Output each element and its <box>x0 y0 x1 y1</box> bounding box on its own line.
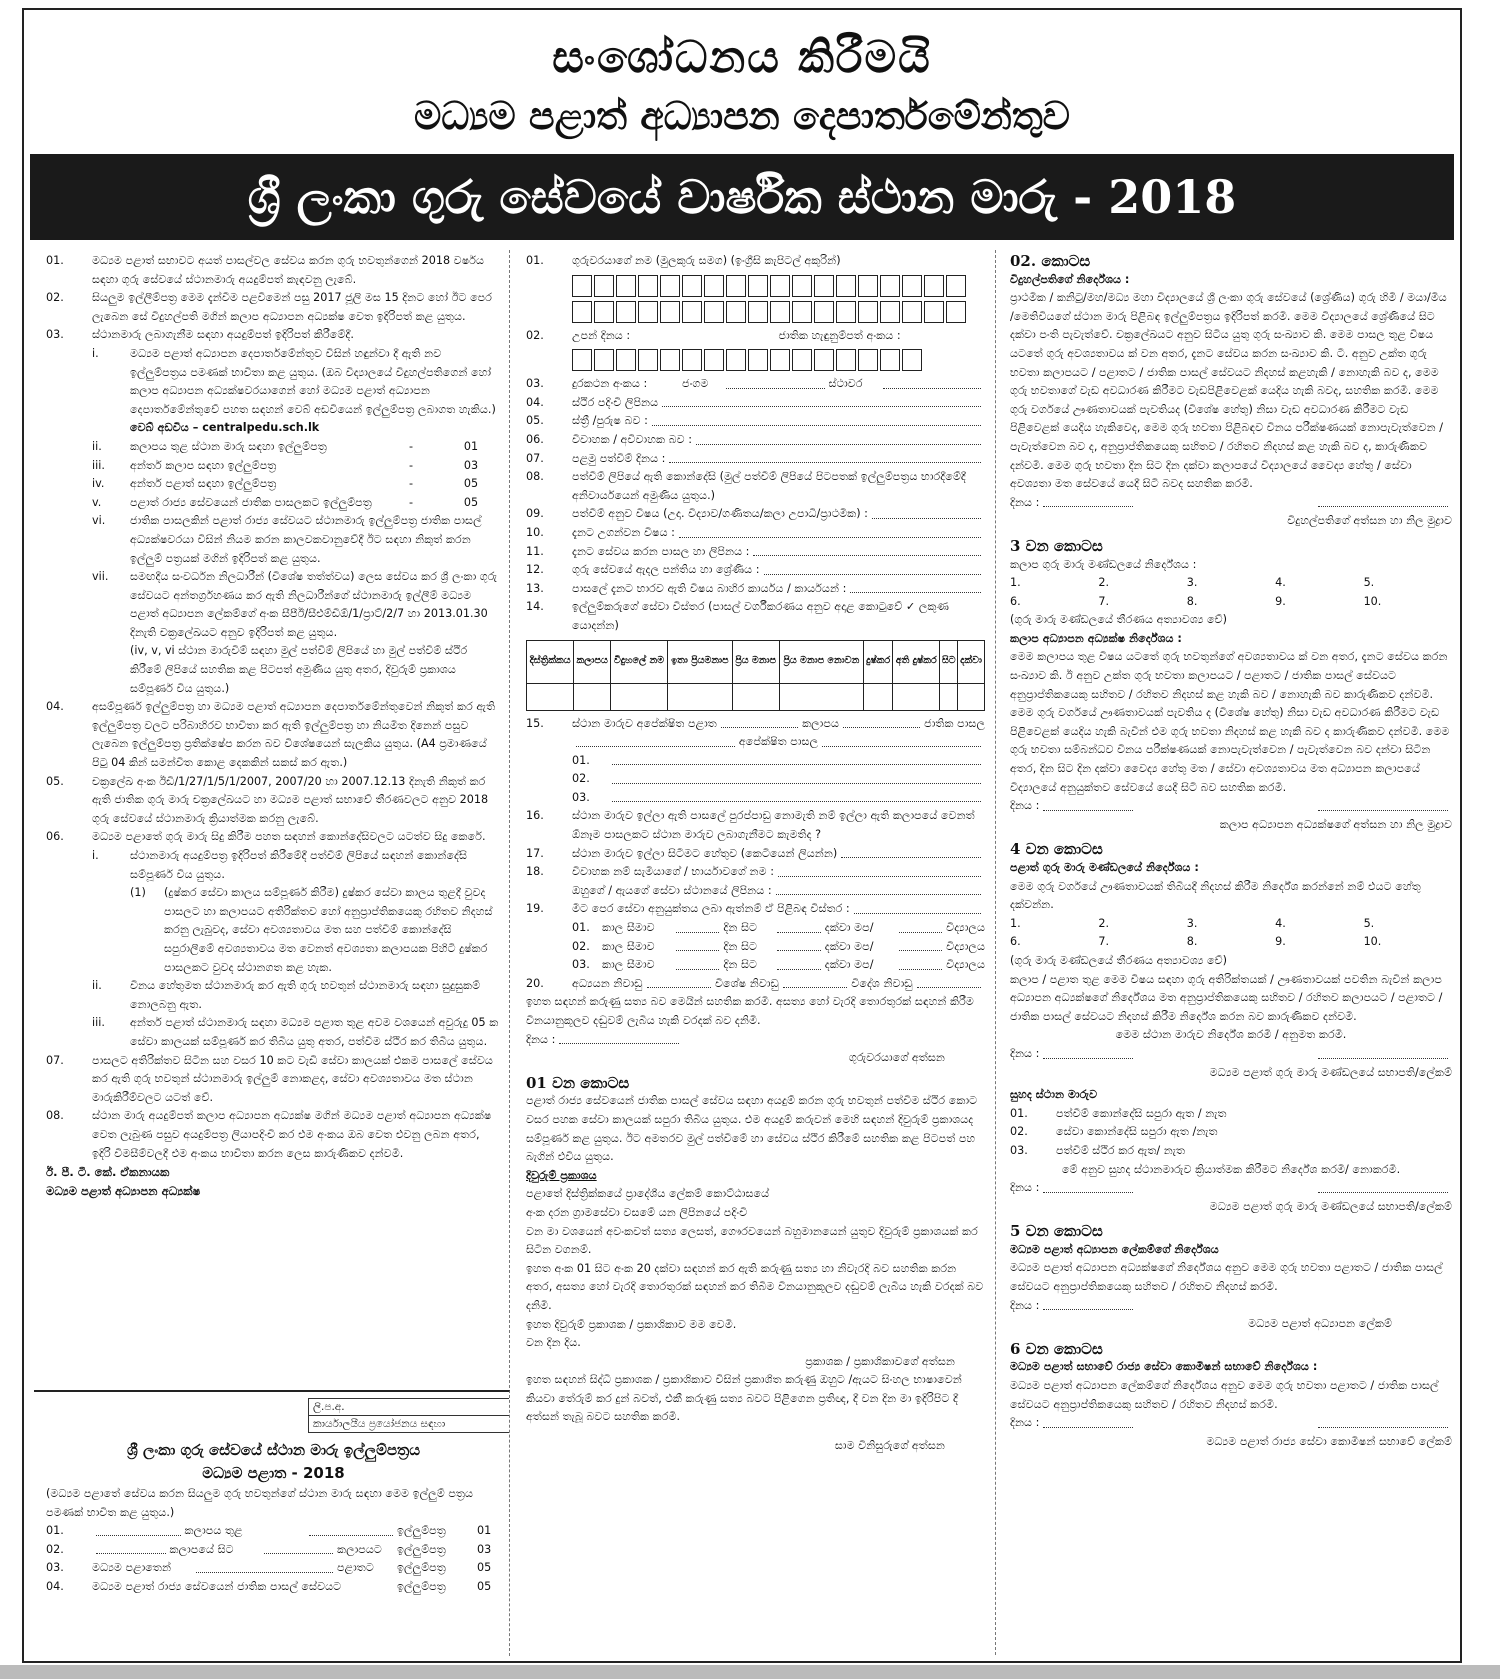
input-box[interactable] <box>726 349 746 371</box>
section-02-title: 02. කොටස <box>1010 252 1091 270</box>
director-title: මධ්‍යම පළාත් අධ්‍යාපන අධ්‍යක්ෂ <box>46 1183 201 1198</box>
notice-title: සංශෝධනය කිරීමයි <box>552 32 932 83</box>
oath-title: දිවුරුම් ප්‍රකාශය <box>526 1168 597 1182</box>
input-box[interactable] <box>880 301 900 323</box>
section-04-title: 4 වන කොටස <box>1010 840 1103 859</box>
table-row[interactable] <box>527 683 985 710</box>
instruction-06-i-1: (දුෂ්කර සේවා කාලය සම්පූර්ණ කිරීම) දුෂ්කර සේවා කාලය තුළදී වුවද පාසලට හා කලාපයට අතිරික්තව හෝ අනුප්‍රාප්තිකයෙකු රහිතව නිදහස් කරනු ලැබුවද, සේවා අවශ්‍යතාවය මත සහ පත්වීම් කොන්දේසි සපුරාලීමේ අවශ්‍යතාවය මත වෙනත් අවශ්‍යතා කලාපයක පිහිටි දුෂ්කර පාසලකට වුවද ස්ථානගත කළ හැක. <box>164 886 493 974</box>
principal-recommendation-text: ප්‍රාථමික / කනිටු/මහ/මධ්‍ය මහා විද්‍යාලයේ ශ්‍රී ලංකා ගුරු සේවයේ (ශ්‍රේණිය) ගුරු හිමි / මයා/මිය /මෙතිවියගේ ස්ථාන මාරු පිළිබඳ ඉල්ලුම්පත්‍රය ඉදිරිපත් කරමි. මෙම විද්‍යාලයේ ශ්‍රේණියේ සිට දක්වා පංති පැවැත්වේ. චක්‍රලේඛයට අනුව සිටිය යුතු ගුරු සංඛ්‍යාව කි. මෙම පාසල තුළ විෂය යටතේ ගුරු අවශ්‍යතාවය ක් වන අතර, දැනට සේවය කරන සංඛ්‍යාව කි. ටී. අනුව උක්ත ගුරු භවතා කලාපයට / පළාතට / ජාතික පාසල් සේවයට නිදහස් කළහැකි / නොහැකි බව ද, මෙම ගුරු භවතාගේ වැඩ අවධාරණ කිරීමට වැඩපිළිවෙළක් යෙදිය හැකි බවද, සහතික කරමි. මෙම ගුරු වර්ගයේ ඌණතාවයක් පැවතියද (විශේෂ හේතු) නිසා වැඩ අවධාරණ කිරීමට වැඩ පිළිවෙළක් යෙදිය හැකිවෙද, මෙම ගුරු භවතා පිළිබඳව විනය පරීක්ෂණයක් නොපැවැත්වෙන / පැවැත්වෙන බව ද, අනුප්‍රාප්තිකයෙකු සහිතව / රහිතව නිදහස් කළ හැකි බව ද, කාරුණිකව දන්වමි. මෙම ගුරු භවතා දින සිට දින දක්වා කලාපයේ විද්‍යාලයේ වෛද්‍ය හේතු / සේවා අවශ්‍යතා මත සේවයේ යෙදී සිටි බවද සහතික කරමි. <box>1010 291 1447 491</box>
instruction-03: ස්ථානමාරු ලබාගැනීම සඳහා අයදුම්පත් ඉදිරිපත් කිරීමේදී. <box>92 328 354 342</box>
zonal-board-members: 1. 2. 3. 4. 5. 6. 7. 8. 9. 10. <box>1010 576 1382 608</box>
input-box[interactable] <box>924 301 944 323</box>
section-01-title: 01 වන කොටස <box>526 1073 630 1092</box>
input-box[interactable] <box>770 301 790 323</box>
input-box[interactable] <box>594 301 614 323</box>
form-intro: (මධ්‍යම පළාතේ සේවය කරන සියලුම ගුරු භවතුන්ගේ ස්ථාන මාරු සඳහා මෙම ඉල්ලුම් පත්‍රය පමණක් භාවිත කළ යුතුය.) <box>46 1487 474 1519</box>
psc-signature-label: මධ්‍යම පළාත් රාජ්‍ය සේවා කොමිෂන් සභාවේ ලේකම් <box>1206 1434 1452 1448</box>
section-05-title: 5 වන කොටස <box>1010 1222 1103 1241</box>
input-box[interactable] <box>660 349 680 371</box>
mutual-signature-label: මධ්‍යම පළාත් ගුරු මාරු මණ්ඩලයේ සභාපති/ලේකම් <box>1209 1199 1452 1213</box>
director-name: ඊ. පී. ටී. කේ. ඒකනායක <box>46 1165 170 1180</box>
name-input-boxes-row2[interactable] <box>572 301 985 323</box>
provincial-board-members: 1. 2. 3. 4. 5. 6. 7. 8. 9. 10. <box>1010 916 1382 949</box>
input-box[interactable] <box>748 349 768 371</box>
name-input-boxes[interactable] <box>572 275 985 297</box>
input-box[interactable] <box>748 275 768 297</box>
input-box[interactable] <box>792 301 812 323</box>
input-box[interactable] <box>902 349 922 371</box>
input-box[interactable] <box>638 301 658 323</box>
input-box[interactable] <box>770 275 790 297</box>
birth-date-label: උපන් දිනය : <box>572 328 631 342</box>
declarant-signature-label: ප්‍රකාශක / ප්‍රකාශිකාවගේ අත්සන <box>805 1354 955 1368</box>
input-box[interactable] <box>858 275 878 297</box>
input-box[interactable] <box>836 301 856 323</box>
section-01-text: පළාත් රාජ්‍ය සේවයෙන් ජාතික පාසල් සේවය සඳහා අයදුම් කරන ගුරු භවතුන් පත්වීම ස්ථිර කොට වසර පහක සේවා කාලයක් සපුරා තිබිය යුතුය. එම අයදුම් කරුවන් මෙහි සඳහන් දිවුරුම් ප්‍රකාශයද සම්පූර්ණ කළ යුතුය. ඊට අමතරව මුල් පත්වීමේ හා සේවය ස්ථිර කිරීමේ සහතික කළ පිටපත් පහ බැගින් එවිය යුතුය. <box>526 1094 978 1164</box>
input-box[interactable] <box>836 275 856 297</box>
form-type-item: පළාත් රාජ්‍ය සේවයෙන් ජාතික පාසලකට ඉල්ලුම්පත්‍ර <box>130 495 372 509</box>
form-title: ශ්‍රී ලංකා ගුරු සේවයේ ස්ථාන මාරු ඉල්ලුම්පත්‍රය <box>127 1441 420 1459</box>
first-appointment-field[interactable] <box>669 450 981 464</box>
input-box[interactable] <box>880 275 900 297</box>
form-type-item: අන්තර් පළාත් සඳහා ඉල්ලුම්පත්‍ර <box>130 477 277 491</box>
application-form-header: ලි.ප.අ. කාර්යාලයීය ප්‍රයෝජනය සඳහා ශ්‍රී ලංකා ගුරු සේවයේ ස්ථාන මාරු ඉල්ලුම්පත්‍රය මධ්‍යම පළාත - 2018 (මධ්‍යම පළාතේ සේවය කරන සියලුම ගුරු භවතුන්ගේ ස්ථාන මාරු සඳහා මෙම ඉල්ලුම් පත්‍රය පමණක් භාවිත කළ යුතුය.) 01. කලාපය තුළ ඉල්ලුම්පත්‍ර 01 02. කලාපයේ සිට කලාපයට ඉල්ලුම්පත්‍ර 03 03. මධ්‍යම පළාතෙන් පළාතට ඉල්ලුම්පත්‍ර 05 04. මධ්‍යම පළාත් රාජ්‍ය සේවයෙන් ජාතික පාසල් සේවයට ඉල්ලුම්පත්‍ර 05 <box>34 1390 510 1656</box>
instruction-02: සියලුම ඉල්ලීම්පත්‍ර මෙම දැන්වීම පළවීමෙන් පසු 2017 ජූලි මස 15 දිනට හෝ ඊට පෙර ලැබෙන සේ විදුහල්පති මගින් කලාප අධ්‍යාපන අධ්‍යක්ෂ වෙත ඉදිරිපත් කළ යුතුය. <box>92 291 493 323</box>
input-box[interactable] <box>572 301 592 323</box>
banner-title: ශ්‍රී ලංකා ගුරු සේවයේ වාර්ෂික ස්ථාන මාරු - 2018 <box>30 154 1454 240</box>
instruction-03-vii: සමඟදීය සංවර්ධන නිලධාරීන් (විශේෂ තත්ත්වය) ලෙස සේවය කර ශ්‍රී ලංකා ගුරු සේවයට අන්තර්ග්‍රහණය කර ඇති නිලධාරීන්ගේ ස්ථානමාරු ඉල්ලීම් මධ්‍යම පළාත් අධ්‍යාපන ලේකම්ගේ අංක සීපීඊ/සීඑම්ඩීඕ/1/ප්‍රාට්/2/7 හා 2013.01.30 දිනැති චක්‍රලේඛයට අනුව ඉදිරිපත් කළ යුතුය. <box>130 570 498 639</box>
nic-label: ජාතික හැඳුනුම්පත් අංකය : <box>778 328 901 342</box>
instruction-03-i: මධ්‍යම පළාත් අධ්‍යාපන දෙපාර්තමේන්තුව විසින් හඳුන්වා දී ඇති නව ඉල්ලුම්පත්‍රය පමණක් භාවිතා කළ යුතුය. (ඔබ විද්‍යාලයේ විදුහල්පතිගෙන් හෝ කලාප අධ්‍යාපන අධ්‍යක්ෂවරයාගෙන් හෝ මධ්‍යම පළාත් අධ්‍යාපන දෙපාර්තමේන්තුවේ පහත සඳහන් වෙබ් අඩවියෙන් ඉල්ලුම්පත්‍ර ලබාගත හැකිය.) <box>130 346 496 416</box>
office-use-box: ලි.ප.අ. කාර්යාලයීය ප්‍රයෝජනය සඳහා <box>308 1398 510 1433</box>
input-box[interactable] <box>638 349 658 371</box>
instruction-01: මධ්‍යම පළාත් සභාවට අයත් පාසල්වල සේවය කරන ගුරු භවතුන්ගෙන් 2018 වර්ෂය සඳහා ගුරු සේවයේ ස්ථානමාරු අයදුම්පත් කැඳවනු ලැබේ. <box>92 254 485 286</box>
input-box[interactable] <box>660 275 680 297</box>
application-form-column: 01. ගුරුවරයාගේ නම (මුලකුරු සමග) (ඉංග්‍රීසි කැපිටල් අකුරින්) 02. උපන් දිනය : ජාතික හැඳුනුම්පත් අංකය : 03. දුරකථන අංකය : ජංගම ස්ථාවර 04. ස්ථිර පදිංචි ලිපිනය 05. ස්ත්‍රී /පුරුෂ බව : 06. විවාහක / අවිවාහක බව : 07. පළමු පත්වීම් දිනය : 08. පත්වීම් ලිපියේ ඇති කොන්දේසි (මුල් පත්වීම් ලිපියේ පිටපතක් ඉල්ලුම්පත්‍රය භාරදීමේදී අනිවාර්යයෙන් අමුණිය යුතුය.) 09. පත්වීම් අනුව විෂය (උදා. විද්‍යාව/ගණිතය/කලා උපාධි/ප්‍රාථමික) : 10. දැනට උගන්වන විෂය : 11. දැනට සේවය කරන පාසල හා ලිපිනය : 12. ගුරු සේවයේ ඇදල පන්තිය හා ශ්‍රේණිය : 13. පාසලේ දැනට භාරව ඇති විෂය බාහිර කාර්යය / කාර්යයන් : 14. ඉල්ලුම්කරුගේ සේවා විස්තර (පාසල් වර්ගීකරණය අනුව අදාළ කොටුවේ ✓ ලකුණ යොදන්න) දිස්ත්‍රික්කය කලාපය විදුහලේ නම ඉතා ප්‍රියමනාප ප්‍රිය මනාප ප්‍රිය මනාප නොවන දුෂ්කර අති දුෂ්කර සිට දක්වා 15. ස්ථාන මාරුව අපේක්ෂිත පළාත කලාපය ජාතික පාසල අපේක්ෂිත පාසල 01. 02. 03. 16. ස්ථාන මාරුව ඉල්ලා ඇති පාසලේ පුරප්පාඩු නොමැති නම් ඉල්ලා ඇති කලාපයේ වෙනත් ඕනෑම පාසලකට ස්ථාන මාරුව ලබාගැනීමට කැමතිද ? 17. ස්ථාන මාරුව ඉල්ලා සිටීමට හේතුව (කෙටියෙන් ලියන්න) 18. විවාහක නම් සැමියාගේ / භාර්යාවගේ නම : ඔහුගේ / ඇයගේ සේවා ස්ථානයේ ලිපිනය : 19. මීට පෙර සේවා අනුයුක්තය ලබා ඇත්නම් ඒ පිළිබඳ විස්තර : 01. කාල සීමාව දින සිට දක්වා මප/ විද්‍යාලය 02. කාල සීමාව දින සිට දක්වා මප/ විද්‍යාලය 03. කාල සීමාව දින සිට දක්වා මප/ විද්‍යාලය 20. අධ්‍යයන නිවාඩු විශේෂ නිවාඩු විදේශ නිවාඩු ඉහත සඳහන් කරුණු සත්‍ය බව මෙයින් සහතික කරමි. අසත්‍ය හෝ වැරදි තොරතුරක් සඳහන් කිරීම විනයානුකූලව දඬුවම් ලැබිය හැකි වරදක් බව දනිමි. දිනය : ගුරුවරයාගේ අත්සන 01 වන කොටස පළාත් රාජ්‍ය සේවයෙන් ජාතික පාසල් සේවය සඳහා අයදුම් කරන ගුරු භවතුන් පත්වීම ස්ථිර කොට වසර පහක සේවා කාලයක් සපුරා තිබිය යුතුය. එම අයදුම් කරුවන් මෙහි සඳහන් දිවුරුම් ප්‍රකාශයද සම්පූර්ණ කළ යුතුය. ඊට අමතරව මුල් පත්වීමේ හා සේවය ස්ථිර කිරීමේ සහතික කළ පිටපත් පහ බැගින් එවිය යුතුය. දිවුරුම් ප්‍රකාශය පළාතේ දිස්ත්‍රික්කයේ ප්‍රාදේශීය ලේකම් කොට්ඨාසයේ අංක දරන ග්‍රාමසේවා වසමේ යන ලිපිනයේ පදිංචි වන මා වශයෙන් අවංකවත් සත්‍ය ලෙසත්, ගෞරවයෙන් බහුමානයෙන් යුතුව දිවුරුම් ප්‍රකාශයක් කර සිටින වගනම්. ඉහත අංක 01 සිට අංක 20 දක්වා සඳහන් කර ඇති කරුණු සත්‍ය හා නිවැරදි බව සහතික කරන අතර, අසත්‍ය හෝ වැරදි තොරතුරක් සඳහන් කර තිබීම විනයානුකූලව දඬුවම් ලැබිය හැකි වරදක් බව දනිමි. ඉහත දිවුරුම් ප්‍රකාශක / ප්‍රකාශිකාව මම වෙමි. වන දින දිය. ප්‍රකාශක / ප්‍රකාශිකාවගේ අත්සන ඉහත සඳහන් සිද්ධි ප්‍රකාශක / ප්‍රකාශිකාව විසින් ප්‍රකාශිත කරුණු ඔහුට /ඇයට සිංහල භාෂාවෙන් කියවා තේරුම් කර දුන් බවත්, එකී කරුණු සත්‍ය බවට පිළිගෙන ප්‍රතිඥ, දී වන දින මා ඉදිරිපිට දී අත්සන් තැබූ බවට සහතික කරමි. සාම විනිසුරුගේ අත්සන <box>514 250 996 1655</box>
input-box[interactable] <box>572 349 592 371</box>
instruction-05: චක්‍රලේඛ අංක ඊඩී/1/27/1/5/1/2007, 2007/20 හා 2007.12.13 දිනැති නිකුත් කර ඇති ජාතික ගුරු මාරු චක්‍රලේඛයට හා මධ්‍යම පළාත් සභාවේ තීරණවලට අනුව 2018 ගුරු සේවයේ ස්ථානමාරු ක්‍රියාත්මක කරනු ලැබේ. <box>92 774 489 825</box>
input-box[interactable] <box>638 275 658 297</box>
input-box[interactable] <box>902 301 922 323</box>
instruction-06-i: ස්ථානමාරු අයදුම්පත්‍ර ඉදිරිපත් කිරීමේදී පත්වීම් ලිපියේ සඳහන් කොන්දේසි සම්පූර්ණ විය යුතුය. <box>130 849 468 881</box>
section-06-title: 6 වන කොටස <box>1010 1339 1103 1358</box>
instruction-07: පාසලට අතිරික්තව සිටින සහ වසර 10 කට වැඩි සේවා කාලයක් එකම පාසලේ සේවය කර ඇති ගුරු භවතුන් ස්ථානමාරු ඉල්ලුම් නොකළද, සේවා අවශ්‍යතාවය මත ස්ථාන මාරුකිරීම්වලට යටත් වේ. <box>92 1053 493 1104</box>
input-box[interactable] <box>858 301 878 323</box>
instruction-06-ii: විනය හේතුමත ස්ථානමාරු කර ඇති ගුරු භවතුන් ස්ථානමාරු සඳහා සුදුසුකම් නොලබනු ඇත. <box>130 979 481 1011</box>
input-box[interactable] <box>946 275 966 297</box>
service-details-table: දිස්ත්‍රික්කය කලාපය විදුහලේ නම ඉතා ප්‍රියමනාප ප්‍රිය මනාප ප්‍රිය මනාප නොවන දුෂ්කර අති දුෂ්කර සිට දක්වා <box>526 640 985 711</box>
input-box[interactable] <box>616 349 636 371</box>
gender-field[interactable] <box>652 412 981 426</box>
jp-signature-label: සාම විනිසුරුගේ අත්සන <box>834 1439 945 1453</box>
input-box[interactable] <box>946 301 966 323</box>
input-box[interactable] <box>572 275 592 297</box>
department-title: මධ්‍යම පළාත් අධ්‍යාපන දෙපාර්තමේන්තුව <box>413 93 1070 138</box>
input-box[interactable] <box>814 301 834 323</box>
instruction-06-iii: අන්තර් පළාත් ස්ථානමාරු සඳහා මධ්‍යම පළාත තුළ අවම වශයෙන් අවුරුදු 05 ක සේවා කාලයක් සම්පූර්ණ කර තිබිය යුතු අතර, පත්වීම ස්ථිර කර තිබිය යුතුය. <box>130 1016 499 1048</box>
provincial-board-signature-label: මධ්‍යම පළාත් ගුරු මාරු මණ්ඩලයේ සභාපති/ලේකම් <box>1209 1065 1452 1079</box>
recommendations-column: 02. කොටස විදුහල්පතිගේ නිර්දේශය : ප්‍රාථමික / කනිටු/මහ/මධ්‍ය මහා විද්‍යාලයේ ශ්‍රී ලංකා ගුරු සේවයේ (ශ්‍රේණිය) ගුරු හිමි / මයා/මිය /මෙතිවියගේ ස්ථාන මාරු පිළිබඳ ඉල්ලුම්පත්‍රය ඉදිරිපත් කරමි. මෙම විද්‍යාලයේ ශ්‍රේණියේ සිට දක්වා පංති පැවැත්වේ. චක්‍රලේඛයට අනුව සිටිය යුතු ගුරු සංඛ්‍යාව කි. මෙම පාසල තුළ විෂය යටතේ ගුරු අවශ්‍යතාවය ක් වන අතර, දැනට සේවය කරන සංඛ්‍යාව කි. ටී. අනුව උක්ත ගුරු භවතා කලාපයට / පළාතට / ජාතික පාසල් සේවයට නිදහස් කළහැකි / නොහැකි බව ද, මෙම ගුරු භවතාගේ වැඩ අවධාරණ කිරීමට වැඩපිළිවෙළක් යෙදිය හැකි බවද, සහතික කරමි. මෙම ගුරු වර්ගයේ ඌණතාවයක් පැවතියද (විශේෂ හේතු) නිසා වැඩ අවධාරණ කිරීමට වැඩ පිළිවෙළක් යෙදිය හැකිවෙද, මෙම ගුරු භවතා පිළිබඳව විනය පරීක්ෂණයක් නොපැවැත්වෙන / පැවැත්වෙන බව ද, අනුප්‍රාප්තිකයෙකු සහිතව / රහිතව නිදහස් කළ හැකි බව ද, කාරුණිකව දන්වමි. මෙම ගුරු භවතා දින සිට දින දක්වා කලාපයේ විද්‍යාලයේ වෛද්‍ය හේතු / සේවා අවශ්‍යතා මත සේවයේ යෙදී සිටි බවද සහතික කරමි. දිනය : විදුහල්පතිගේ අත්සන හා නිල මුද්‍රාව 3 වන කොටස කලාප ගුරු මාරු මණ්ඩලයේ නිර්දේශය : 1. 2. 3. 4. 5. 6. 7. 8. 9. 10. (ගුරු මාරු මණ්ඩලයේ තීරණය අත්‍යාවශ්‍ය වේ) කලාප අධ්‍යාපන අධ්‍යක්ෂ නිර්දේශය : මෙම කලාපය තුළ විෂය යටතේ ගුරු භවතුන්ගේ අවශ්‍යතාවය ක් වන අතර, දැනට සේවය කරන සංඛ්‍යාව කි. ඊ අනුව උක්ත ගුරු භවතා කලාපයට / පළාතට / ජාතික පාසල් සේවයට අනුප්‍රාප්තිකයෙකු සහිතව / රහිතව නිදහස් කළ හැකි බව / නොහැකි බව කාරුණිකව දන්වමි. මෙම ගුරු වර්ගයේ ඌණතාවයක් පැවතිය ද (විශේෂ හේතු) නිසා වැඩ අවධාරණ කිරීමට වැඩ පිළිවෙළක් යෙදිය හැකි බැවින් එම ගුරු භවතා නිදහස් කළ හැකි බව ද කාරුණිකව දන්වමි. මෙම ගුරු භවතා සම්බන්ධව විනය පරීක්ෂණයක් නොපැවැත්වෙන / පැවැත්වෙන බව දන්වා සිටින අතර, දින සිට දින දක්වා වෛද්‍ය හේතු මත / සේවා අවශ්‍යතාවය මත අධ්‍යාපන කලාපයේ විද්‍යාලයේ අනුයුක්තව සේවයේ යෙදී සිටි බව සහතික කරමි. දිනය : කලාප අධ්‍යාපන අධ්‍යක්ෂගේ අත්සන හා නිල මුද්‍රාව 4 වන කොටස පළාත් ගුරු මාරු මණ්ඩලයේ නිර්දේශය : මෙම ගුරු වර්ගයේ ඌණතාවයක් තිබියදී නිදහස් කිරීම නිර්දේශ කරන්නේ නම් එයට හේතු දක්වන්න. 1. 2. 3. 4. 5. 6. 7. 8. 9. 10. (ගුරු මාරු මණ්ඩලයේ තීරණය අත්‍යාවශ්‍ය වේ) කලාප / පළාත තුළ මෙම විෂය සඳහා ගුරු අතිරික්තයක් / ඌණතාවයක් පවතින බැවින් කලාප අධ්‍යාපන අධ්‍යක්ෂගේ නිර්දේශය මත අනුප්‍රාප්තිකයෙකු සහිතව / රහිතව කලාපයට / පළාතට / ජාතික පාසල් සේවයට නිදහස් කිරීම නිර්දේශ කරන බව කාරුණිකව දන්වමි. මෙම ස්ථාන මාරුව නිර්දේශ කරමි / අනුමත කරමි. දිනය : මධ්‍යම පළාත් ගුරු මාරු මණ්ඩලයේ සභාපති/ලේකම් සුහද ස්ථාන මාරුව 01. පත්වීම් කොන්දේසි සපුරා ඇත / නැත 02. සේවා කොන්දේසි සපුරා ඇත /නැත 03. පත්වීම් ස්ථිර කර ඇත/ නැත මේ අනුව සුහද ස්ථානමාරුව ක්‍රියාත්මක කිරීමට නිර්දේශ කරමි/ නොකරමි. දිනය : මධ්‍යම පළාත් ගුරු මාරු මණ්ඩලයේ සභාපති/ලේකම් 5 වන කොටස මධ්‍යම පළාත් අධ්‍යාපන ලේකම්ගේ නිර්දේශය මධ්‍යම පළාත් අධ්‍යාපන අධ්‍යක්ෂගේ නිර්දේශය අනුව මෙම ගුරු භවතා පළාතට / ජාතික පාසල් සේවයට අනුප්‍රාප්තිකයෙකු සහිතව / රහිතව නිදහස් කරමි. දිනය : මධ්‍යම පළාත් අධ්‍යාපන ලේකම් 6 වන කොටස මධ්‍යම පළාත් සභාවේ රාජ්‍ය සේවා කොමිෂන් සභාවේ නිර්දේශය : මධ්‍යම පළාත් අධ්‍යාපන ලේකම්ගේ නිර්දේශය අනුව මෙම ගුරු භවතා පළාතට / ජාතික පාසල් සේවයට අනුප්‍රාප්තිකයෙකු සහිතව / රහිතව නිදහස් කරමි. දිනය : මධ්‍යම පළාත් රාජ්‍ය සේවා කොමිෂන් සභාවේ ලේකම් <box>1000 250 1458 1655</box>
instruction-note: (iv, v, vi ස්ථාන මාරුවීම් සඳහා මුල් පත්වීම් ලිපියේ හා මුල් පත්වීම් ස්ථිර කිරීමේ ලිපියේ සහතික කළ පිටපත් අමුණිය යුතු අතර, දිවුරුම් ප්‍රකාශය සම්පූර්ණ විය යුතුය.) <box>130 644 468 695</box>
input-box[interactable] <box>836 349 856 371</box>
section-03-title: 3 වන කොටස <box>1010 536 1103 555</box>
input-box[interactable] <box>726 275 746 297</box>
input-box[interactable] <box>616 275 636 297</box>
instructions-column: 01. මධ්‍යම පළාත් සභාවට අයත් පාසල්වල සේවය කරන ගුරු භවතුන්ගෙන් 2018 වර්ෂය සඳහා ගුරු සේවයේ ස්ථානමාරු අයදුම්පත් කැඳවනු ලැබේ. 02. සියලුම ඉල්ලීම්පත්‍ර මෙම දැන්වීම පළවීමෙන් පසු 2017 ජූලි මස 15 දිනට හෝ ඊට පෙර ලැබෙන සේ විදුහල්පති මගින් කලාප අධ්‍යාපන අධ්‍යක්ෂ වෙත ඉදිරිපත් කළ යුතුය. 03. ස්ථානමාරු ලබාගැනීම සඳහා අයදුම්පත් ඉදිරිපත් කිරීමේදී. i. මධ්‍යම පළාත් අධ්‍යාපන දෙපාර්තමේන්තුව විසින් හඳුන්වා දී ඇති නව ඉල්ලුම්පත්‍රය පමණක් භාවිතා කළ යුතුය. (ඔබ විද්‍යාලයේ විදුහල්පතිගෙන් හෝ කලාප අධ්‍යාපන අධ්‍යක්ෂවරයාගෙන් හෝ මධ්‍යම පළාත් අධ්‍යාපන දෙපාර්තමේන්තුවේ පහත සඳහන් වෙබ් අඩවියෙන් ඉල්ලුම්පත්‍ර ලබාගත හැකිය.) වෙබ් අඩවිය – centralpedu.sch.lk ii. කලාපය තුළ ස්ථාන මාරු සඳහා ඉල්ලුම්පත්‍ර - 01 iii. අන්තර් කලාප සඳහා ඉල්ලුම්පත්‍ර - 03 iv. අන්තර් පළාත් සඳහා ඉල්ලුම්පත්‍ර - 05 v. පළාත් රාජ්‍ය සේවයෙන් ජාතික පාසලකට ඉල්ලුම්පත්‍ර - 05 vi. ජාතික පාසලකින් පළාත් රාජ්‍ය සේවයට ස්ථානමාරු ඉල්ලුම්පත්‍ර ජාතික පාසල් අධ්‍යක්ෂවරයා විසින් නියම කරන කාලවකවානුවේදී ඊට සඳහා නිකුත් කරන ඉල්ලුම් පත්‍රයක් මගින් ඉදිරිපත් කළ යුතුය. vii. සමඟදීය සංවර්ධන නිලධාරීන් (විශේෂ තත්ත්වය) ලෙස සේවය කර ශ්‍රී ලංකා ගුරු සේවයට අන්තර්ග්‍රහණය කර ඇති නිලධාරීන්ගේ ස්ථානමාරු ඉල්ලීම් මධ්‍යම පළාත් අධ්‍යාපන ලේකම්ගේ අංක සීපීඊ/සීඑම්ඩීඕ/1/ප්‍රාට්/2/7 හා 2013.01.30 දිනැති චක්‍රලේඛයට අනුව ඉදිරිපත් කළ යුතුය. (iv, v, vi ස්ථාන මාරුවීම් සඳහා මුල් පත්වීම් ලිපියේ හා මුල් පත්වීම් ස්ථිර කිරීමේ ලිපියේ සහතික කළ පිටපත් අමුණිය යුතු අතර, දිවුරුම් ප්‍රකාශය සම්පූර්ණ විය යුතුය.) 04. අසම්පූර්ණ ඉල්ලුම්පත්‍ර හා මධ්‍යම පළාත් අධ්‍යාපන දෙපාර්තමේන්තුවෙන් නිකුත් කර ඇති ඉල්ලුම්පත්‍ර වලට පරිබාහිරව භාවිතා කර ඇති ඉල්ලුම්පත්‍ර හා නියමිත දිනෙන් පසුව ලැබෙන ඉල්ලුම්පත්‍ර ප්‍රතික්ෂේප කරන බව විශේෂයෙන් සැලකිය යුතුය. (A4 ප්‍රමාණයේ පිටු 04 කින් සමන්විත කොළ දෙකකින් සකස් කර ඇත.) 05. චක්‍රලේඛ අංක ඊඩී/1/27/1/5/1/2007, 2007/20 හා 2007.12.13 දිනැති නිකුත් කර ඇති ජාතික ගුරු මාරු චක්‍රලේඛයට හා මධ්‍යම පළාත් සභාවේ තීරණවලට අනුව 2018 ගුරු සේවයේ ස්ථානමාරු ක්‍රියාත්මක කරනු ලැබේ. 06. මධ්‍යම පළාතේ ගුරු මාරු සිදු කිරීම පහත සඳහන් කොන්දේසිවලට යටත්ව සිදු කෙරේ. i. ස්ථානමාරු අයදුම්පත්‍ර ඉදිරිපත් කිරීමේදී පත්වීම් ලිපියේ සඳහන් කොන්දේසි සම්පූර්ණ විය යුතුය. (1) (දුෂ්කර සේවා කාලය සම්පූර්ණ කිරීම) දුෂ්කර සේවා කාලය තුළදී වුවද පාසලට හා කලාපයට අතිරික්තව හෝ අනුප්‍රාප්තිකයෙකු රහිතව නිදහස් කරනු ලැබුවද, සේවා අවශ්‍යතාවය මත සහ පත්වීම් කොන්දේසි සපුරාලීමේ අවශ්‍යතාවය මත වෙනත් අවශ්‍යතා කලාපයක පිහිටි දුෂ්කර පාසලකට වුවද ස්ථානගත කළ හැක. ii. විනය හේතුමත ස්ථානමාරු කර ඇති ගුරු භවතුන් ස්ථානමාරු සඳහා සුදුසුකම් නොලබනු ඇත. iii. අන්තර් පළාත් ස්ථානමාරු සඳහා මධ්‍යම පළාත තුළ අවම වශයෙන් අවුරුදු 05 ක සේවා කාලයක් සම්පූර්ණ කර තිබිය යුතු අතර, පත්වීම ස්ථිර කර තිබිය යුතුය. 07. පාසලට අතිරික්තව සිටින සහ වසර 10 කට වැඩි සේවා කාලයක් එකම පාසලේ සේවය කර ඇති ගුරු භවතුන් ස්ථානමාරු ඉල්ලුම් නොකළද, සේවා අවශ්‍යතාවය මත ස්ථාන මාරුකිරීම්වලට යටත් වේ. 08. ස්ථාන මාරු අයදුම්පත් කලාප අධ්‍යාපන අධ්‍යක්ෂ මගින් මධ්‍යම පළාත් අධ්‍යාපන අධ්‍යක්ෂ වෙත ලැබුණ පසුව අයදුම්පත්‍ර ලියාපදිංචි කර එම අංකය ඔබ වෙත එවනු ලබන අතර, ඉදිරි විමසීම්වලදී එම අංකය භාවිතා කරන ලෙස කාරුණිකව දන්වමි. ඊ. පී. ටී. කේ. ඒකනායක මධ්‍යම පළාත් අධ්‍යාපන අධ්‍යක්ෂ <box>34 250 510 1388</box>
input-box[interactable] <box>902 275 922 297</box>
website-link[interactable]: වෙබ් අඩවිය – centralpedu.sch.lk <box>130 421 320 435</box>
instruction-04: අසම්පූර්ණ ඉල්ලුම්පත්‍ර හා මධ්‍යම පළාත් අධ්‍යාපන දෙපාර්තමේන්තුවෙන් නිකුත් කර ඇති ඉල්ලුම්පත්‍ර වලට පරිබාහිරව භාවිතා කර ඇති ඉල්ලුම්පත්‍ර හා නියමිත දිනෙන් පසුව ලැබෙන ඉල්ලුම්පත්‍ර ප්‍රතික්ෂේප කරන බව විශේෂයෙන් සැලකිය යුතුය. (A4 ප්‍රමාණයේ පිටු 04 කින් සමන්විත කොළ දෙකකින් සකස් කර ඇත.) <box>92 700 496 770</box>
input-box[interactable] <box>748 301 768 323</box>
input-box[interactable] <box>682 275 702 297</box>
input-box[interactable] <box>792 349 812 371</box>
zonal-director-signature-label: කලාප අධ්‍යාපන අධ්‍යක්ෂගේ අත්සන හා නිල මුද්‍රාව <box>1219 817 1452 831</box>
marital-field[interactable] <box>696 431 981 445</box>
advertisement-frame <box>22 8 1462 1663</box>
input-box[interactable] <box>792 275 812 297</box>
input-box[interactable] <box>924 275 944 297</box>
input-box[interactable] <box>726 301 746 323</box>
address-field[interactable] <box>662 394 981 408</box>
form-subtitle: මධ්‍යම පළාත - 2018 <box>202 1464 345 1482</box>
input-box[interactable] <box>814 275 834 297</box>
input-box[interactable] <box>814 349 834 371</box>
instruction-03-vi: ජාතික පාසලකින් පළාත් රාජ්‍ය සේවයට ස්ථානමාරු ඉල්ලුම්පත්‍ර ජාතික පාසල් අධ්‍යක්ෂවරයා විසින් නියම කරන කාලවකවානුවේදී ඊට සඳහා නිකුත් කරන ඉල්ලුම් පත්‍රයක් මගින් ඉදිරිපත් කළ යුතුය. <box>130 514 482 565</box>
input-box[interactable] <box>858 349 878 371</box>
input-box[interactable] <box>770 349 790 371</box>
birthdate-nic-boxes[interactable] <box>572 349 985 371</box>
name-label: ගුරුවරයාගේ නම (මුලකුරු සමග) (ඉංග්‍රීසි කැපිටල් අකුරින්) <box>572 254 841 267</box>
input-box[interactable] <box>682 301 702 323</box>
principal-signature-label: විදුහල්පතිගේ අත්සන හා නිල මුද්‍රාව <box>1287 514 1452 528</box>
form-type-item: කලාපය තුළ ස්ථාන මාරු සඳහා ඉල්ලුම්පත්‍ර <box>130 439 327 453</box>
instruction-08: ස්ථාන මාරු අයදුම්පත් කලාප අධ්‍යාපන අධ්‍යක්ෂ මගින් මධ්‍යම පළාත් අධ්‍යාපන අධ්‍යක්ෂ වෙත ලැබුණ පසුව අයදුම්පත්‍ර ලියාපදිංචි කර එම අංකය ඔබ වෙත එවනු ලබන අතර, ඉදිරි විමසීම්වලදී එම අංකය භාවිතා කරන ලෙස කාරුණිකව දන්වමි. <box>92 1109 492 1160</box>
mutual-transfer-title: සුහද ස්ථාන මාරුව <box>1010 1088 1098 1102</box>
input-box[interactable] <box>704 275 724 297</box>
form-type-item: අන්තර් කලාප සඳහා ඉල්ලුම්පත්‍ර <box>130 458 277 472</box>
bottom-bar <box>0 1665 1500 1679</box>
input-box[interactable] <box>594 275 614 297</box>
zonal-director-recommendation-text: මෙම කලාපය තුළ විෂය යටතේ ගුරු භවතුන්ගේ අවශ්‍යතාවය ක් වන අතර, දැනට සේවය කරන සංඛ්‍යාව කි. ඊ අනුව උක්ත ගුරු භවතා කලාපයට / පළාතට / ජාතික පාසල් සේවයට අනුප්‍රාප්තිකයෙකු සහිතව / රහිතව නිදහස් කළ හැකි බව / නොහැකි බව කාරුණිකව දන්වමි. මෙම ගුරු වර්ගයේ ඌණතාවයක් පැවතිය ද (විශේෂ හේතු) නිසා වැඩ අවධාරණ කිරීමට වැඩ පිළිවෙළක් යෙදිය හැකි බැවින් එම ගුරු භවතා නිදහස් කළ හැකි බව ද කාරුණිකව දන්වමි. මෙම ගුරු භවතා සම්බන්ධව විනය පරීක්ෂණයක් නොපැවැත්වෙන / පැවැත්වෙන බව දන්වා සිටින අතර, දින සිට දින දක්වා වෛද්‍ය හේතු මත / සේවා අවශ්‍යතාවය මත අධ්‍යාපන කලාපයේ විද්‍යාලයේ අනුයුක්තව සේවයේ යෙදී සිටි බව සහතික කරමි. <box>1010 650 1450 794</box>
teacher-signature-label: ගුරුවරයාගේ අත්සන <box>848 1051 945 1065</box>
input-box[interactable] <box>682 349 702 371</box>
declaration-text: ඉහත සඳහන් කරුණු සත්‍ය බව මෙයින් සහතික කරමි. අසත්‍ය හෝ වැරදි තොරතුරක් සඳහන් කිරීම විනයානුකූලව දඬුවම් ලැබිය හැකි වරදක් බව දනිමි. <box>526 995 974 1027</box>
input-box[interactable] <box>616 301 636 323</box>
input-box[interactable] <box>880 349 900 371</box>
input-box[interactable] <box>704 301 724 323</box>
secretary-signature-label: මධ්‍යම පළාත් අධ්‍යාපන ලේකම් <box>1248 1317 1392 1331</box>
input-box[interactable] <box>660 301 680 323</box>
instruction-06: මධ්‍යම පළාතේ ගුරු මාරු සිදු කිරීම පහත සඳහන් කොන්දේසිවලට යටත්ව සිදු කෙරේ. <box>92 830 486 844</box>
input-box[interactable] <box>594 349 614 371</box>
input-box[interactable] <box>704 349 724 371</box>
